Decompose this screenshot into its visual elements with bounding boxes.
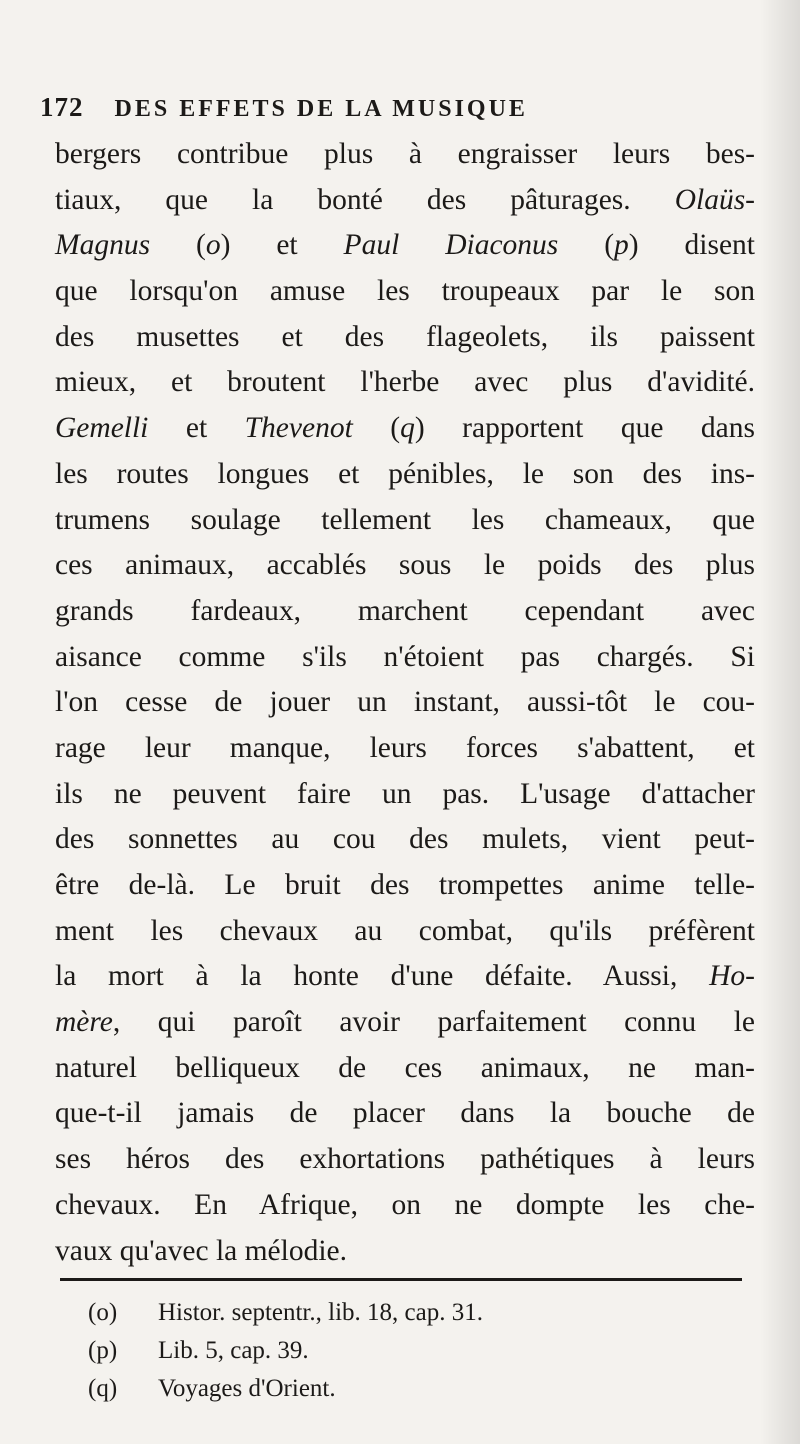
- text-segment: tiaux, que la bonté des pâturages.: [55, 183, 675, 216]
- text-line: [55, 315, 755, 361]
- footnote-mark: (q): [88, 1375, 118, 1402]
- text-line: [55, 909, 755, 955]
- text-segment: être de-là. Le bruit des trompettes anime telle-: [55, 869, 755, 901]
- text-segment: (: [150, 229, 206, 262]
- footnote-mark: (p): [88, 1337, 118, 1364]
- italic-segment: Olaüs-: [674, 183, 755, 216]
- running-header: [40, 92, 760, 132]
- text-segment: trumens soulage tellement les chameaux, que: [55, 503, 755, 536]
- text-segment: grands fardeaux, marchent cependant avec: [55, 594, 755, 627]
- text-line: [55, 1046, 755, 1092]
- text-line: [55, 635, 755, 681]
- footnote-text: Histor. septentr., lib. 18, cap. 31.: [158, 1299, 483, 1326]
- text-line: [55, 406, 755, 452]
- footnote-rule: [60, 1278, 742, 1281]
- italic-segment: Paul Diaconus: [343, 229, 559, 262]
- text-segment: et: [148, 412, 245, 445]
- text-line: [55, 1183, 755, 1229]
- text-segment: ) rapportent que dans: [414, 412, 755, 445]
- text-segment: la mort à la honte d'une défaite. Aussi,: [55, 960, 710, 993]
- text-segment: aisance comme s'ils n'étoient pas chargés. Si: [55, 640, 755, 673]
- text-line: [55, 178, 755, 224]
- italic-segment: Ho-: [709, 960, 755, 993]
- text-segment: (: [352, 412, 401, 445]
- footnote-text: Voyages d'Orient.: [158, 1375, 336, 1402]
- text-segment: naturel belliqueux de ces animaux, ne man-: [55, 1051, 755, 1084]
- text-line: [55, 132, 755, 178]
- text-line: [55, 223, 755, 269]
- text-line: [55, 1091, 755, 1137]
- text-segment: ils ne peuvent faire un pas. L'usage d'attacher: [55, 777, 755, 810]
- text-line: [55, 360, 755, 406]
- italic-segment: mère: [55, 1006, 113, 1039]
- italic-segment: Thevenot: [244, 412, 353, 445]
- text-line: [55, 954, 755, 1000]
- footnote: [88, 1332, 738, 1370]
- body-text: [55, 132, 755, 1274]
- footnote: [88, 1294, 738, 1332]
- text-segment: chevaux. En Afrique, on ne dompte les che-: [55, 1188, 755, 1221]
- text-segment: que lorsqu'on amuse les troupeaux par le son: [55, 275, 755, 308]
- text-segment: ces animaux, accablés sous le poids des plus: [55, 549, 755, 582]
- text-line: [55, 543, 755, 589]
- text-segment: , qui paroît avoir parfaitement connu le: [112, 1006, 755, 1039]
- italic-segment: q: [400, 412, 415, 445]
- text-segment: ses héros des exhortations pathétiques à leurs: [55, 1143, 755, 1176]
- italic-segment: o: [205, 229, 221, 262]
- text-line: [55, 1137, 755, 1183]
- text-segment: des musettes et des flageolets, ils paissent: [55, 320, 755, 353]
- text-line: [55, 452, 755, 498]
- text-line: [55, 680, 755, 726]
- text-segment: bergers contribue plus à engraisser leurs bes-: [55, 138, 755, 170]
- text-segment: que-t-il jamais de placer dans la bouche de: [55, 1097, 755, 1130]
- text-line: [55, 1000, 755, 1046]
- text-segment: vaux qu'avec la mélodie.: [55, 1234, 348, 1267]
- text-line: [55, 498, 755, 544]
- footnotes: [88, 1294, 738, 1408]
- text-line: [55, 817, 755, 863]
- text-line: [55, 863, 755, 909]
- running-title: DES EFFETS DE LA MUSIQUE: [114, 96, 528, 122]
- italic-segment: p: [614, 229, 629, 262]
- footnote: [88, 1370, 738, 1408]
- page-number: 172: [40, 92, 84, 122]
- footnote-mark: (o): [88, 1299, 118, 1326]
- text-segment: ment les chevaux au combat, qu'ils préfèrent: [55, 914, 755, 947]
- text-line: [55, 726, 755, 772]
- italic-segment: Gemelli: [55, 412, 149, 445]
- italic-segment: Magnus: [55, 229, 151, 262]
- text-line: [55, 589, 755, 635]
- page-edge-shadow: [760, 0, 800, 1444]
- footnote-text: Lib. 5, cap. 39.: [158, 1337, 309, 1364]
- text-segment: l'on cesse de jouer un instant, aussi-tôt le cou-: [55, 686, 755, 719]
- text-segment: des sonnettes au cou des mulets, vient peut-: [55, 823, 755, 856]
- text-line: [55, 1229, 755, 1275]
- text-segment: ) et: [220, 229, 344, 262]
- text-segment: (: [558, 229, 615, 262]
- text-segment: rage leur manque, leurs forces s'abattent, et: [55, 731, 755, 764]
- text-line: [55, 269, 755, 315]
- text-segment: les routes longues et pénibles, le son des ins-: [55, 457, 755, 490]
- text-segment: ) disent: [628, 229, 755, 262]
- text-line: [55, 772, 755, 818]
- text-segment: mieux, et broutent l'herbe avec plus d'avidité.: [55, 366, 755, 399]
